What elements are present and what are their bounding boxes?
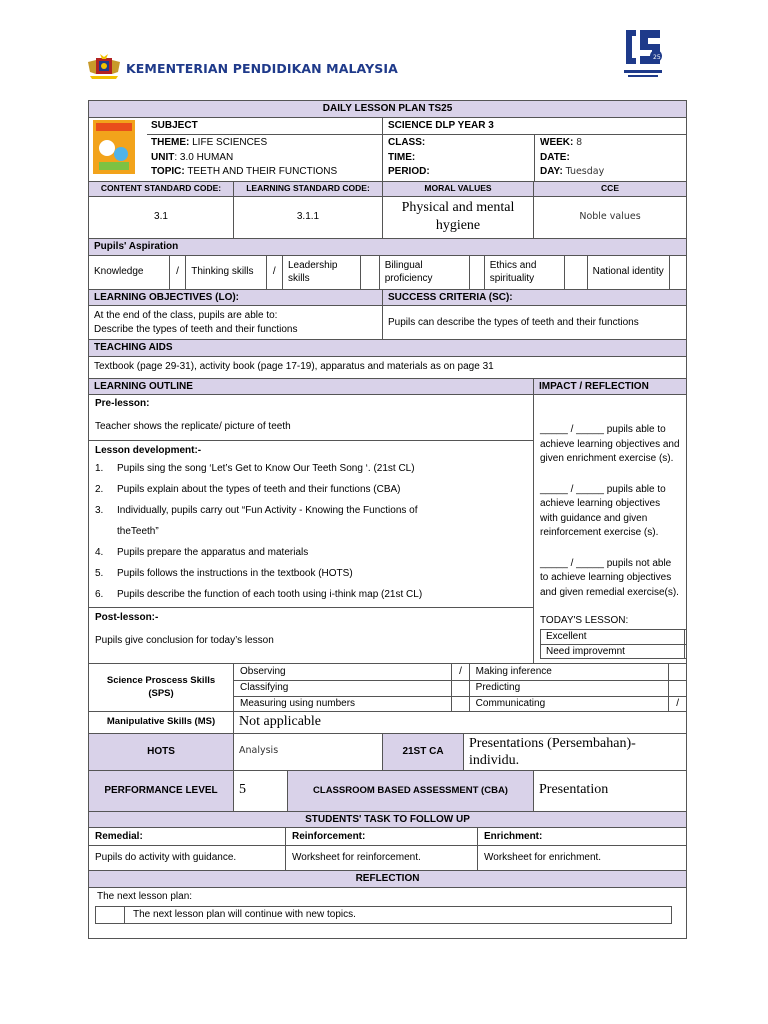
- performance-level-label: PERFORMANCE LEVEL: [89, 770, 234, 811]
- subject-cell: [89, 118, 383, 182]
- todays-lesson-excellent: Excellent: [541, 630, 685, 645]
- dev-step: 1. Pupils sing the song ‘Let’s Get to Know Our Teeth Song ‘. (21st CL): [95, 463, 415, 474]
- learning-outline-label: LEARNING OUTLINE: [89, 378, 534, 395]
- time-label: TIME:: [388, 151, 416, 163]
- aspiration-label: Pupils' Aspiration: [89, 238, 687, 255]
- lo-line-2: Describe the types of teeth and their functions: [94, 323, 298, 335]
- subject-label: SUBJECT: [147, 118, 382, 135]
- content-standard-label: CONTENT STANDARD CODE:: [89, 181, 234, 196]
- next-plan-value: The next lesson plan will continue with new topics.: [133, 908, 356, 920]
- class-label: CLASS:: [388, 137, 426, 148]
- learning-objectives-value: [89, 306, 383, 340]
- sps-communicating-mark: /: [676, 698, 680, 709]
- sps-observing-mark: /: [452, 664, 469, 680]
- cba-value: Presentation: [534, 770, 687, 811]
- sps-making-inference: Making inference: [469, 664, 669, 680]
- pre-lesson-value: Teacher shows the replicate/ picture of teeth: [95, 421, 291, 432]
- sps-label: Science Proscess Skills (SPS): [89, 664, 234, 712]
- sps-predicting-mark: [669, 680, 686, 696]
- ms-value: Not applicable: [234, 712, 687, 734]
- aspiration-bilingual: Bilingual proficiency: [379, 256, 470, 289]
- impact-reflection-label: IMPACT / REFLECTION: [534, 378, 687, 395]
- next-plan-label: The next lesson plan:: [97, 890, 193, 902]
- followup-label: STUDENTS' TASK TO FOLLOW UP: [89, 811, 687, 828]
- reflection-label: REFLECTION: [89, 871, 687, 888]
- sps-communicating: Communicating: [469, 696, 669, 711]
- ts25-logo-icon: [620, 26, 666, 82]
- aspiration-national: National identity: [587, 256, 669, 289]
- sps-making-inference-mark: [669, 664, 686, 680]
- teaching-aids-value: Textbook (page 29-31), activity book (page 17-19), apparatus and materials as on page 31: [89, 356, 687, 378]
- enrichment-value: Worksheet for enrichment.: [484, 852, 602, 864]
- plan-title: DAILY LESSON PLAN TS25: [89, 101, 687, 118]
- moral-values-label: MORAL VALUES: [383, 181, 534, 196]
- aspiration-row: [89, 255, 687, 289]
- impact-reflection-body: [534, 395, 687, 664]
- sps-grid: [234, 664, 687, 712]
- aspiration-leadership: Leadership skills: [283, 256, 361, 289]
- performance-level-value: 5: [234, 771, 288, 811]
- subject-value: SCIENCE DLP YEAR 3: [383, 118, 686, 135]
- success-criteria-label: SUCCESS CRITERIA (SC):: [383, 289, 687, 306]
- todays-lesson-need-improvement: Need improvemnt: [541, 644, 685, 659]
- enrichment-label: Enrichment:: [484, 831, 543, 843]
- ms-label: Manipulative Skills (MS): [89, 712, 234, 734]
- cba-label: CLASSROOM BASED ASSESSMENT (CBA): [288, 771, 533, 811]
- aspiration-ethics-mark: [565, 256, 588, 289]
- malaysia-crest-icon: [88, 54, 120, 80]
- hots-value: Analysis: [234, 733, 383, 770]
- aspiration-knowledge-mark: /: [169, 256, 185, 289]
- remedial-label: Remedial:: [89, 828, 286, 845]
- reinforcement-label: Reinforcement:: [286, 828, 478, 845]
- dev-step: 6. Pupils describe the function of each tooth using i-think map (21st CL): [95, 589, 423, 600]
- aspiration-thinking-mark: /: [266, 256, 282, 289]
- hots-label: HOTS: [89, 733, 234, 770]
- lo-line-1: At the end of the class, pupils are able to:: [94, 310, 278, 321]
- dev-step: theTeeth”: [117, 526, 159, 537]
- next-plan-box: [95, 906, 672, 924]
- ca-label: 21ST CA: [383, 734, 464, 770]
- period-label: PERIOD:: [388, 166, 430, 177]
- dev-step: 5. Pupils follows the instructions in the textbook (HOTS): [95, 568, 353, 579]
- theme-line: THEME: LIFE SCIENCES: [151, 137, 268, 148]
- reflection-remedial: _____ / _____ pupils not able to achieve learning objectives and given remedial exercise(s).: [540, 557, 679, 598]
- moral-values-value: Physical and mental hygiene: [383, 196, 534, 238]
- lesson-development-list: [95, 458, 527, 605]
- learning-standard-label: LEARNING STANDARD CODE:: [234, 181, 383, 196]
- reflection-enrichment: _____ / _____ pupils able to achieve learning objectives and given enrichment exercise (s).: [540, 424, 680, 464]
- sps-classifying: Classifying: [234, 680, 452, 696]
- teaching-aids-label: TEACHING AIDS: [89, 340, 687, 357]
- todays-lesson-label: TODAY'S LESSON:: [540, 615, 629, 626]
- week-line: WEEK: 8: [540, 137, 583, 148]
- learning-standard-value: 3.1.1: [234, 196, 383, 238]
- cce-label: CCE: [534, 181, 687, 196]
- success-criteria-value: Pupils can describe the types of teeth and their functions: [383, 306, 687, 340]
- aspiration-national-mark: [669, 256, 686, 289]
- class-info-cell: [383, 118, 687, 182]
- post-lesson-value: Pupils give conclusion for today’s lesson: [95, 635, 274, 646]
- book-cover: [89, 118, 147, 181]
- sps-measuring: Measuring using numbers: [234, 696, 452, 711]
- aspiration-thinking: Thinking skills: [186, 256, 266, 289]
- sps-classifying-mark: [452, 680, 469, 696]
- aspiration-ethics: Ethics and spirituality: [484, 256, 564, 289]
- daily-lesson-plan-table: [88, 100, 687, 939]
- ministry-name: KEMENTERIAN PENDIDIKAN MALAYSIA: [126, 61, 398, 76]
- dev-step: 2. Pupils explain about the types of teeth and their functions (CBA): [95, 484, 401, 495]
- unit-line: UNIT: 3.0 HUMAN: [151, 151, 234, 163]
- day-line: DAY: Tuesday: [540, 166, 605, 177]
- date-label: DATE:: [540, 151, 570, 163]
- ca-value: Presentations (Persembahan)-individu.: [469, 735, 636, 768]
- aspiration-bilingual-mark: [470, 256, 484, 289]
- lesson-development-label: Lesson development:-: [95, 445, 202, 456]
- learning-objectives-label: LEARNING OBJECTIVES (LO):: [89, 289, 383, 306]
- sps-predicting: Predicting: [469, 680, 669, 696]
- todays-lesson-table: [540, 629, 687, 659]
- sps-measuring-mark: [452, 696, 469, 711]
- content-standard-value: 3.1: [89, 196, 234, 238]
- learning-outline-body: [89, 395, 534, 664]
- dev-step: 4. Pupils prepare the apparatus and materials: [95, 547, 309, 558]
- reflection-reinforcement: _____ / _____ pupils able to achieve learning objectives with guidance and given reinforcement exercise (s).: [540, 483, 666, 538]
- page-header: [88, 24, 688, 88]
- dev-step: 3. Individually, pupils carry out “Fun Activity - Knowing the Functions of: [95, 505, 418, 516]
- svg-text:25: 25: [653, 54, 661, 61]
- cce-value: Noble values: [534, 196, 687, 238]
- remedial-value: Pupils do activity with guidance.: [89, 846, 286, 870]
- aspiration-leadership-mark: [361, 256, 380, 289]
- post-lesson-label: Post-lesson:-: [95, 612, 159, 623]
- reinforcement-value: Worksheet for reinforcement.: [286, 846, 478, 870]
- aspiration-knowledge: Knowledge: [89, 256, 169, 289]
- reflection-body: [89, 887, 687, 938]
- pre-lesson-label: Pre-lesson:: [95, 398, 150, 409]
- sps-observing: Observing: [234, 664, 452, 680]
- topic-line: TOPIC: TEETH AND THEIR FUNCTIONS: [151, 166, 338, 177]
- science-textbook-cover-icon: [93, 120, 135, 174]
